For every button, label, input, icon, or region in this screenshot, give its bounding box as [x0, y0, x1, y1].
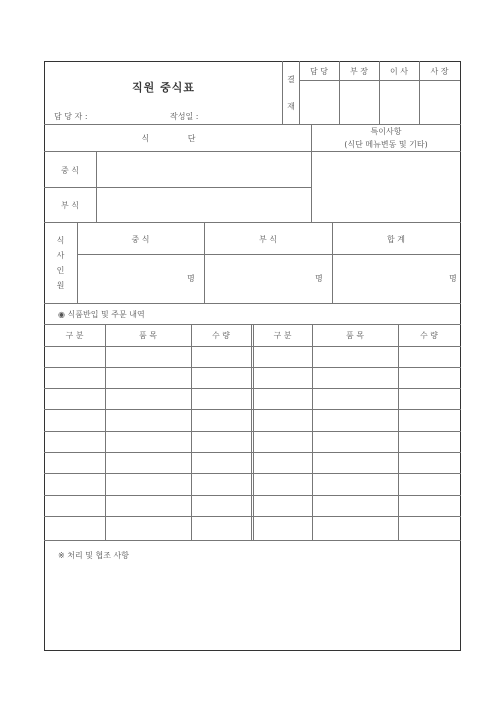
orders-header-category-right: 구 분	[273, 331, 292, 340]
notes-subtitle: (식단 메뉴변동 및 기타)	[344, 140, 428, 149]
diners-col-total: 합 계	[387, 235, 405, 244]
diners-unit-total: 명	[449, 274, 457, 283]
diners-label-1: 식	[56, 236, 65, 245]
approval-col-manager: 부 장	[350, 67, 368, 76]
orders-header-category-left: 구 분	[65, 331, 84, 340]
notes-title: 특이사항	[370, 127, 402, 136]
staff-label: 담 당 자 :	[54, 112, 88, 121]
orders-section-title: ◉ 식품반입 및 주문 내역	[58, 310, 145, 319]
diners-unit-main: 명	[187, 274, 195, 283]
side-dish-label: 부 식	[61, 201, 79, 210]
approval-col-president: 사 장	[430, 67, 449, 76]
diners-label-3: 인	[56, 266, 65, 275]
menu-header: 식 단	[141, 134, 214, 143]
remarks-title: ※ 처리 및 협조 사항	[58, 551, 129, 560]
approval-col-director: 이 사	[390, 67, 408, 76]
orders-header-item-right: 품 목	[346, 331, 364, 340]
diners-unit-side: 명	[315, 274, 323, 283]
diners-label-4: 원	[56, 281, 65, 290]
date-label: 작성일 :	[170, 112, 199, 121]
approval-label-bottom: 재	[287, 102, 295, 111]
approval-col-staff: 담 당	[310, 67, 328, 76]
orders-header-item-left: 품 목	[139, 331, 157, 340]
orders-header-qty-left: 수 량	[212, 331, 230, 340]
diners-label-2: 사	[56, 251, 65, 260]
form-title: 직원 중식표	[132, 81, 195, 94]
main-meal-label: 중 식	[61, 166, 79, 175]
orders-header-qty-right: 수 량	[420, 331, 438, 340]
diners-col-main: 중 식	[131, 235, 150, 244]
approval-label-top: 결	[287, 75, 295, 84]
diners-col-side: 부 식	[259, 235, 277, 244]
